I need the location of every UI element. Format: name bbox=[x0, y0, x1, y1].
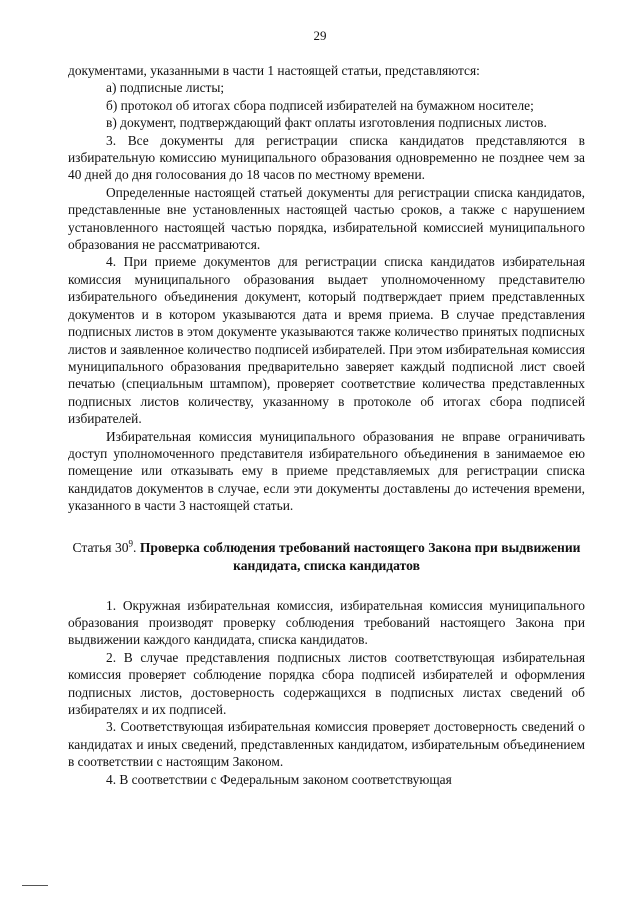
paragraph: Избирательная комиссия муниципального образования не вправе ограничивать доступ уполномоченного представителя избирательного объединения в занимаемое ею помещение или отказывать ему в приеме представляемых для регистрации списка кандидатов документов в случае, если эти документы доставлены до истечения времени, указанного в части 3 настоящей статьи. bbox=[68, 428, 585, 514]
top-paragraphs bbox=[68, 62, 585, 515]
footer-line bbox=[22, 885, 48, 886]
paragraph: Определенные настоящей статьей документы для регистрации списка кандидатов, представленные вне установленных настоящей частью сроков, а также с нарушением установленного настоящей частью порядка, избирательной комиссией муниципального образования не рассматриваются. bbox=[68, 184, 585, 253]
paragraph: 3. Все документы для регистрации списка кандидатов представляются в избирательную комиссию муниципального образования одновременно не позднее чем за 40 дней до дня голосования до 18 часов по местному времени. bbox=[68, 132, 585, 183]
article-heading bbox=[68, 539, 585, 575]
article-prefix: Статья 30 bbox=[72, 539, 129, 555]
paragraph: 4. В соответствии с Федеральным законом соответствующая bbox=[106, 771, 452, 787]
paragraph: 4. При приеме документов для регистрации списка кандидатов избирательная комиссия муниципального образования выдает уполномоченному представителю избирательного объединения документ, который подтверждает прием представленных документов и в котором указываются дата и время приема. В случае представления подписных листов в этом документе указываются также количество принятых подписных листов и заявленное количество подписей избирателей. При этом избирательная комиссия муниципального образования предварительно заверяет каждый подписной лист своей печатью (специальным штампом), проверяет соответствие количества представленных подписных листов количеству, указанному в протоколе об итогах сбора подписей избирателей. bbox=[68, 254, 585, 427]
paragraph: 1. Окружная избирательная комиссия, избирательная комиссия муниципального образования производят проверку соблюдения требований настоящего Закона при выдвижении каждого кандидата, списка кандидатов. bbox=[68, 597, 585, 648]
article-title: Проверка соблюдения требований настоящего Закона при выдвижении кандидата, списка кандидатов bbox=[139, 539, 581, 573]
paragraph: документами, указанными в части 1 настоящей статьи, представляются: bbox=[68, 63, 480, 78]
paragraph: в) документ, подтверждающий факт оплаты изготовления подписных листов. bbox=[106, 115, 547, 131]
paragraph: 3. Соответствующая избирательная комиссия проверяет достоверность сведений о кандидатах и иных сведений, представленных кандидатом, избирательным объединением в соответствии с настоящим Законом. bbox=[68, 719, 585, 770]
bottom-paragraphs bbox=[68, 597, 585, 788]
paragraph: 2. В случае представления подписных листов соответствующая избирательная комиссия проверяет соблюдение порядка сбора подписей избирателей и оформления подписных листов, достоверность содержащихся в подписных листах сведений об избирателях и их подписей. bbox=[68, 649, 585, 717]
article-prefix-end: . bbox=[133, 539, 137, 555]
paragraph: а) подписные листы; bbox=[106, 80, 225, 96]
document-body bbox=[68, 62, 585, 788]
page-number: 29 bbox=[313, 28, 327, 43]
paragraph: б) протокол об итогах сбора подписей избирателей на бумажном носителе; bbox=[106, 97, 534, 113]
article-superscript: 9 bbox=[128, 538, 134, 549]
